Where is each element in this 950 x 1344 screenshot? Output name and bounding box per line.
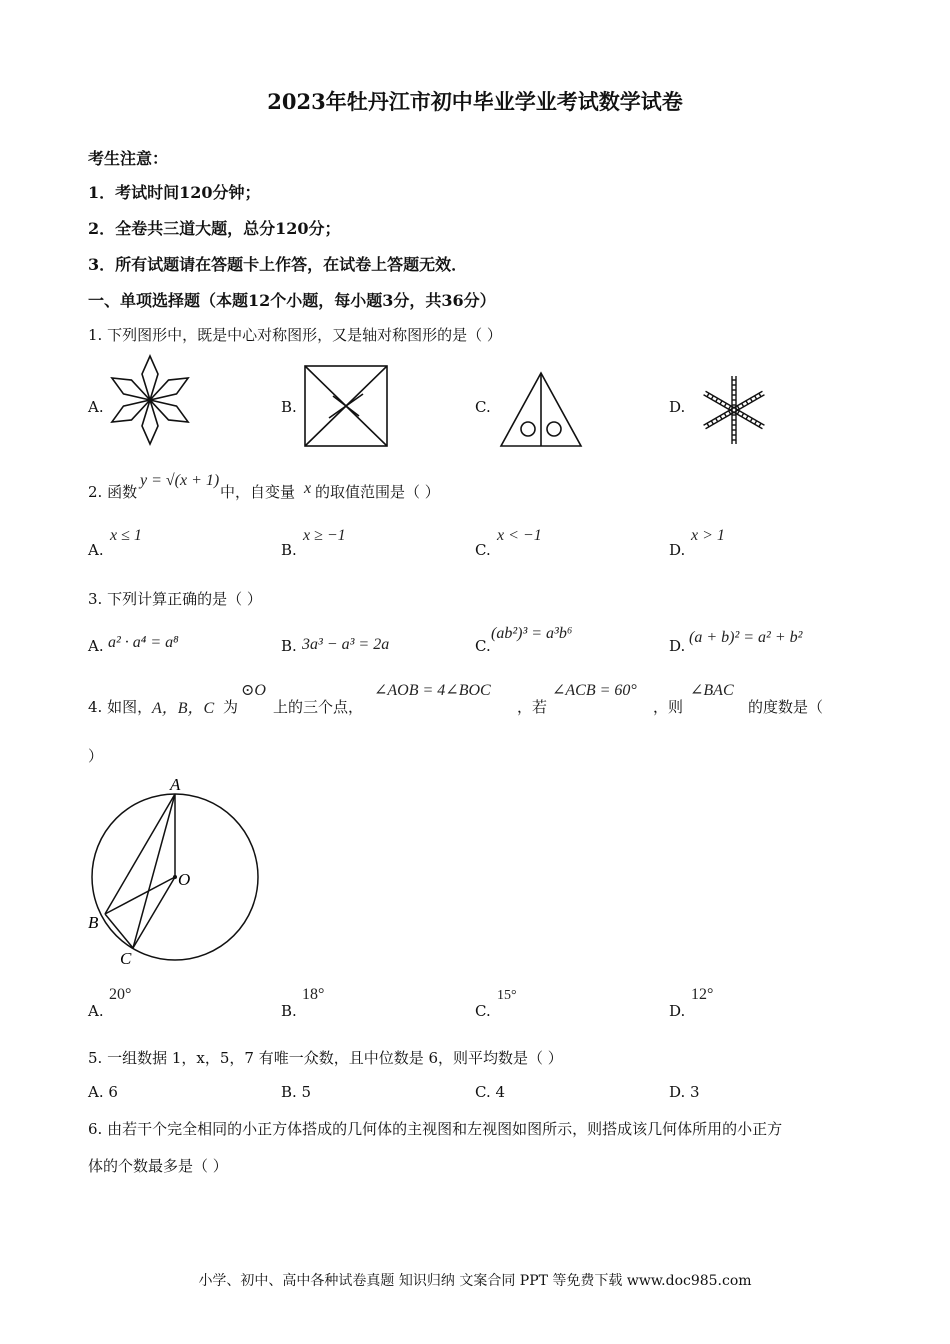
q2-option-a: x ≤ 1 [110,527,142,544]
q1-option-c-label: C. [475,398,491,416]
point-c-label: C [120,949,132,968]
q4-condition-2: ∠ACB = 60° [552,682,637,699]
q2-option-c-label: C. [475,541,491,559]
q1-option-b-label: B. [281,398,297,416]
windmill-blades-figure [692,372,772,448]
q3-stem: 3. 下列计算正确的是（ ） [88,590,262,608]
q5-option-c: C. 4 [475,1083,506,1101]
q2-option-d: x > 1 [691,527,725,544]
q4-stem-e: 的度数是（ [748,698,824,716]
q4-option-d-label: D. [669,1002,686,1020]
six-petal-star-figure [108,354,192,446]
q2-function-formula: y = √(x + 1) [140,472,220,489]
q2-option-b-label: B. [281,541,297,559]
q4-option-a: 20° [109,986,132,1003]
point-o-label: O [178,870,191,889]
q3-option-b-label: B. [281,637,297,655]
page-title: 2023年牡丹江市初中毕业学业考试数学试卷 [267,89,683,114]
q3-option-a-label: A. [88,637,104,655]
q5-option-b: B. 5 [281,1083,312,1101]
q2-stem-suffix: 的取值范围是（ ） [315,483,440,501]
q4-stem-close: ） [88,747,104,765]
q4-option-b-label: B. [281,1002,297,1020]
q4-points: A，B，C [152,700,215,717]
q4-stem-prefix: 4. 如图， [88,698,153,716]
point-a-label: A [170,775,181,794]
q4-condition-1: ∠AOB = 4∠BOC [374,682,491,699]
q1-option-a-label: A. [88,398,104,416]
point-b-label: B [88,913,99,932]
q4-stem-b: 上的三个点， [273,698,364,716]
q2-variable: x [304,480,312,497]
q2-option-c: x < −1 [497,527,542,544]
q3-option-c: (ab²)³ = a³b⁶ [491,625,573,642]
q4-stem-c: ，若 [517,698,548,716]
q4-option-b: 18° [302,986,325,1003]
q6-stem-line1: 6. 由若干个完全相同的小正方体搭成的几何体的主视图和左视图如图所示，则搭成该几何体所用的小正方 [88,1120,783,1138]
q3-option-a: a² · a⁴ = a⁸ [108,634,179,651]
triangle-two-circles-figure [499,370,583,448]
notice-item-3: 3．所有试题请在答题卡上作答，在试卷上答题无效． [88,255,468,274]
notice-item-2: 2．全卷共三道大题，总分120分； [88,219,341,238]
q5-option-a: A. 6 [88,1083,118,1101]
q2-option-a-label: A. [88,541,104,559]
section-heading: 一、单项选择题（本题12个小题，每小题3分，共36分） [88,291,496,310]
q4-stem-a: 为 [223,698,239,716]
q4-option-a-label: A. [88,1002,104,1020]
circle-o-figure [80,770,280,970]
q2-stem-middle: 中，自变量 [220,483,296,501]
q4-stem-d: ，则 [653,698,684,716]
q5-option-d: D. 3 [669,1083,700,1101]
q2-stem-prefix: 2. 函数 [88,483,138,501]
q6-stem-line2: 体的个数最多是（ ） [88,1157,228,1175]
q1-stem: 1. 下列图形中，既是中心对称图形，又是轴对称图形的是（ ） [88,326,502,344]
notice-item-1: 1．考试时间120分钟； [88,183,261,202]
q4-option-c-label: C. [475,1002,491,1020]
q4-angle-bac: ∠BAC [690,682,734,699]
q4-option-d: 12° [691,986,714,1003]
page-footer: 小学、初中、高中各种试卷真题 知识归纳 文案合同 PPT 等免费下载 www.doc985.com [198,1273,752,1289]
q2-option-d-label: D. [669,541,686,559]
q4-option-c: 15° [497,988,517,1003]
pinwheel-square-figure [303,364,389,448]
q3-option-c-label: C. [475,637,491,655]
q1-option-d-label: D. [669,398,686,416]
q4-circle-o: ⊙O [241,682,266,699]
notice-heading: 考生注意： [88,149,169,168]
q5-stem: 5. 一组数据 1，x，5，7 有唯一众数，且中位数是 6，则平均数是（ ） [88,1049,563,1067]
q3-option-d-label: D. [669,637,686,655]
q2-option-b: x ≥ −1 [303,527,346,544]
q3-option-b: 3a³ − a³ = 2a [302,636,390,653]
q3-option-d: (a + b)² = a² + b² [689,629,803,646]
